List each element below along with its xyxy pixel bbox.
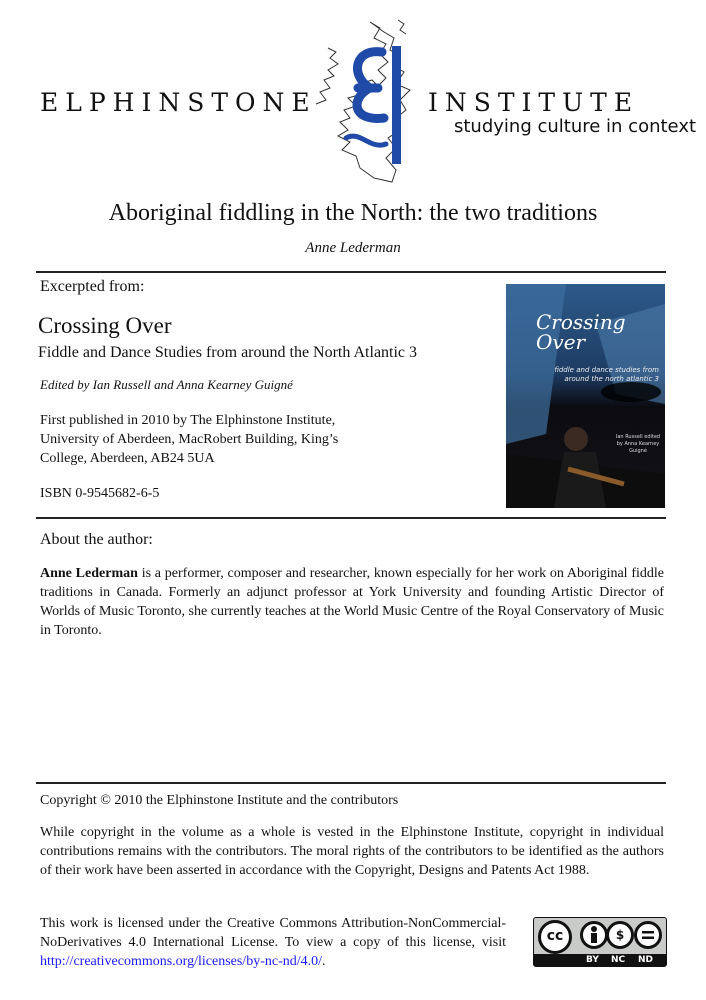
- cover-title: [536, 312, 626, 352]
- scotland-map-logo: [300, 18, 422, 188]
- cc-label-nc: NC: [611, 955, 626, 965]
- license-statement: [40, 914, 506, 971]
- book-editors: Edited by Ian Russell and Anna Kearney Guigné: [40, 377, 293, 392]
- author-bio-text: is a performer, composer and researcher, known especially for her work on Aboriginal fiddle traditions in Canada. Formerly an adjunct professor at York University and founding Artistic Director of Worlds of Music Toronto, she currently teaches at the World Music Centre of the Royal Conservatory of Music in Toronto.: [40, 566, 664, 638]
- divider: [36, 271, 666, 273]
- article-title: Aboriginal fiddling in the North: the two traditions: [108, 200, 598, 226]
- cover-editors: Ian Russell edited by Anna Kearney Guigné: [615, 434, 661, 454]
- license-end: .: [322, 954, 326, 969]
- excerpt-label: Excerpted from:: [40, 278, 145, 295]
- logo-name-left: ELPHINSTONE: [40, 88, 317, 117]
- cover-title-line2: Over: [536, 330, 586, 354]
- logo-tagline: studying culture in context: [454, 116, 697, 137]
- cc-license-badge[interactable]: [533, 917, 667, 967]
- book-cover-image: [506, 284, 665, 508]
- rights-statement: While copyright in the volume as a whole is vested in the Elphinstone Institute, copyright in individual contributions remains with the contributors. The moral rights of the contributors to be identified as the authors of their work have been asserted in accordance with the Copyright, Designs and Patents Act 1988.: [40, 825, 664, 878]
- article-author: Anne Lederman: [305, 240, 401, 256]
- cover-subtitle: fiddle and dance studies from around the north atlantic 3: [554, 366, 659, 383]
- book-title: Crossing Over: [38, 313, 172, 338]
- cc-label-nd: ND: [638, 955, 654, 965]
- noncommercial-icon: $: [606, 921, 634, 949]
- cc-icon: cc: [538, 920, 572, 954]
- logo-name-right: INSTITUTE: [428, 88, 640, 117]
- author-bio-name: Anne Lederman: [40, 566, 138, 581]
- isbn: ISBN 0-9545682-6-5: [40, 486, 160, 501]
- copyright-line: Copyright © 2010 the Elphinstone Institute and the contributors: [40, 793, 399, 808]
- about-label: About the author:: [40, 531, 153, 548]
- publication-info: First published in 2010 by The Elphinstone Institute, University of Aberdeen, MacRobert Building, King’s College, Aberdeen, AB24 5UA: [40, 413, 339, 466]
- license-link[interactable]: http://creativecommons.org/licenses/by-nc-nd/4.0/: [40, 954, 323, 969]
- book-subtitle: Fiddle and Dance Studies from around the North Atlantic 3: [38, 344, 418, 361]
- license-text: This work is licensed under the Creative Commons Attribution-NonCommercial-NoDerivatives 4.0 International License. To view a copy of this license, visit: [40, 916, 506, 950]
- divider: [36, 517, 666, 519]
- divider: [36, 782, 666, 784]
- cover-title-line1: Crossing: [536, 310, 626, 334]
- cc-label-by: BY: [586, 955, 599, 965]
- noderivatives-icon: [634, 921, 662, 949]
- attribution-icon: [580, 921, 608, 949]
- author-bio: [40, 564, 664, 640]
